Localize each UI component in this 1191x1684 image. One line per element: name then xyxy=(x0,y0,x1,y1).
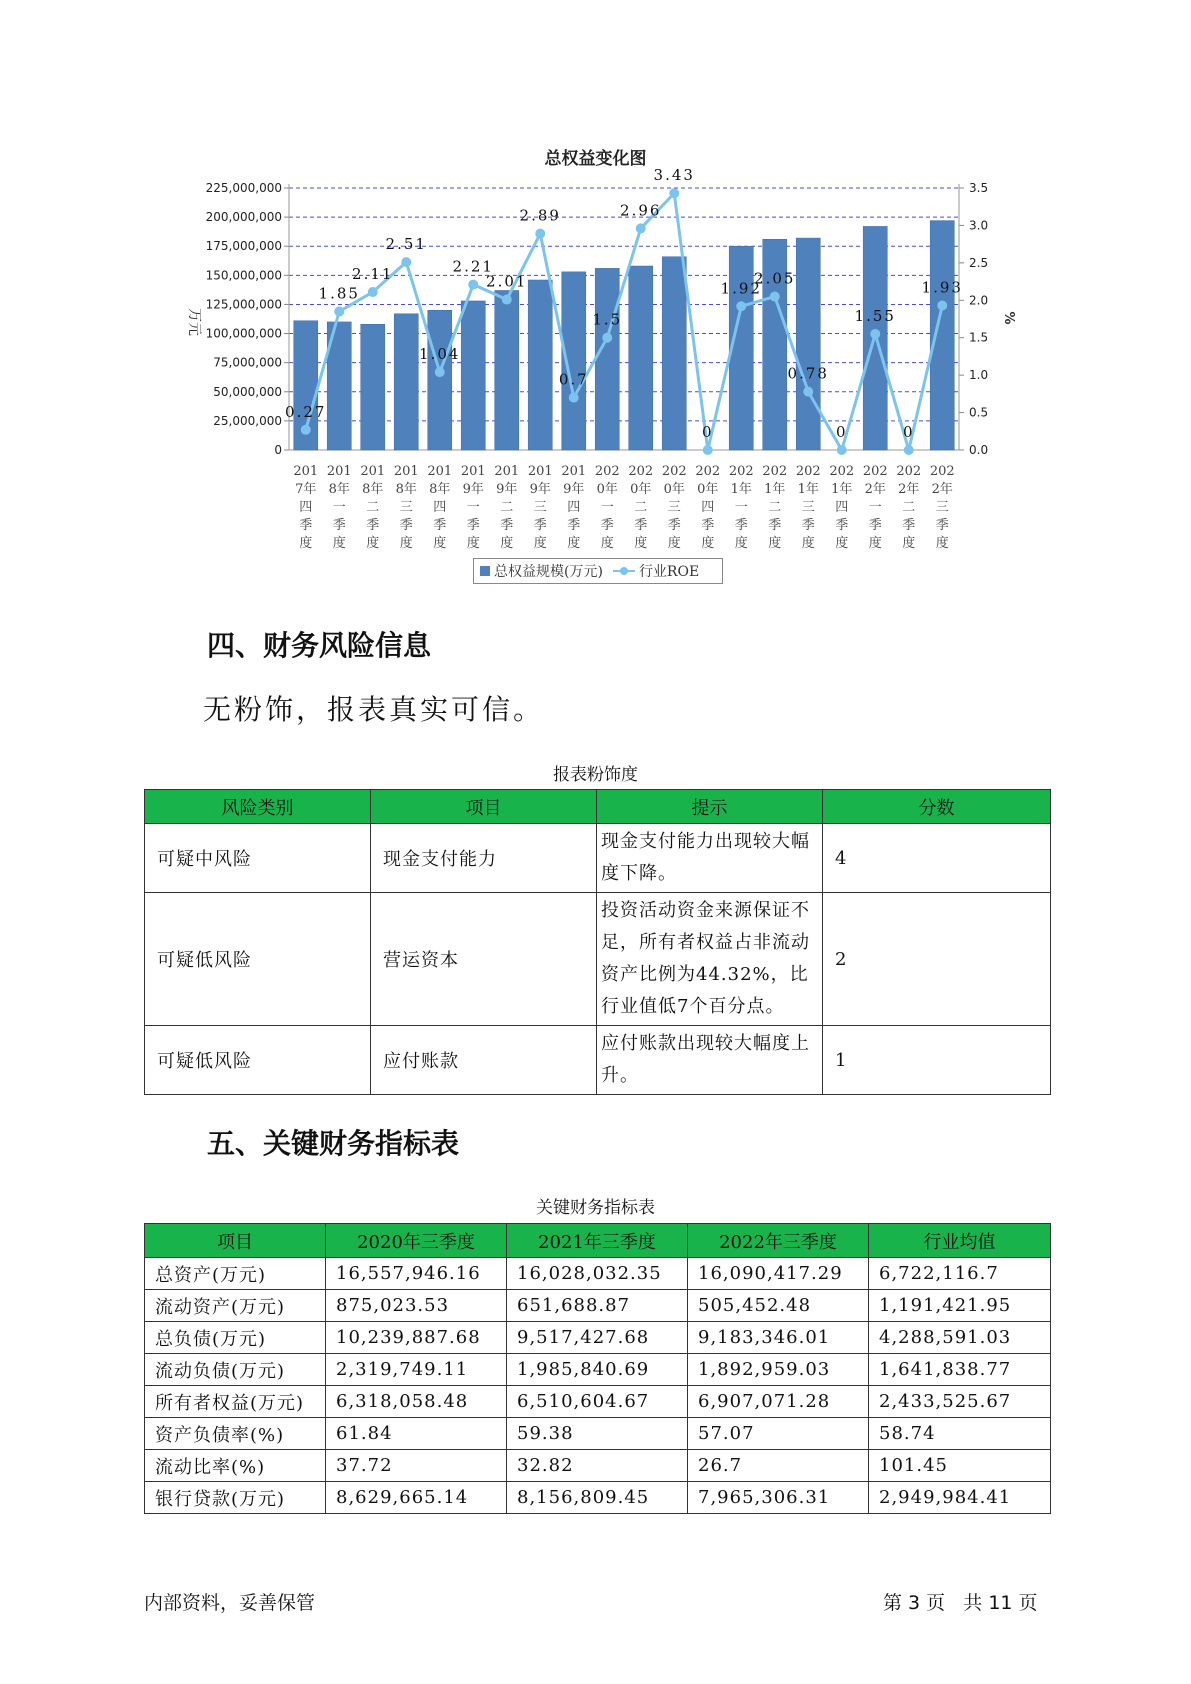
x-tick-label: 1年 xyxy=(797,482,819,497)
risk-category-cell: 可疑低风险 xyxy=(145,1026,371,1095)
x-tick-label: 202 xyxy=(661,464,687,479)
header-cell: 提示 xyxy=(597,790,823,824)
roe-point xyxy=(569,393,579,403)
roe-point xyxy=(535,229,545,239)
roe-point xyxy=(803,387,813,397)
risk-score-cell: 4 xyxy=(823,824,1051,893)
x-tick-label: 度 xyxy=(801,536,815,551)
x-tick-label: 201 xyxy=(326,464,352,479)
x-tick-label: 度 xyxy=(634,536,648,551)
header-cell: 2020年三季度 xyxy=(326,1224,507,1258)
risk-item-cell: 现金支付能力 xyxy=(371,824,597,893)
table-row xyxy=(145,1354,1051,1386)
roe-point xyxy=(301,425,311,435)
data-label: 2.51 xyxy=(385,235,427,254)
metric-value-cell: 101.45 xyxy=(869,1450,1051,1482)
x-tick-label: 一 xyxy=(332,500,346,515)
chart-legend xyxy=(473,558,723,584)
data-label: 2.21 xyxy=(452,257,494,276)
table-row xyxy=(145,1482,1051,1514)
metric-value-cell: 16,090,417.29 xyxy=(688,1258,869,1290)
risk-tip-cell: 应付账款出现较大幅度上升。 xyxy=(597,1026,823,1095)
metric-value-cell: 8,156,809.45 xyxy=(507,1482,688,1514)
y2-tick-label: 3.0 xyxy=(969,218,989,233)
metric-value-cell: 875,023.53 xyxy=(326,1290,507,1322)
risk-table-header xyxy=(145,790,1051,824)
x-tick-label: 度 xyxy=(299,536,313,551)
x-tick-label: 0年 xyxy=(663,482,685,497)
metric-value-cell: 6,318,058.48 xyxy=(326,1386,507,1418)
x-tick-label: 季 xyxy=(399,518,413,533)
bar xyxy=(461,301,485,450)
x-tick-label: 季 xyxy=(332,518,346,533)
y-tick-label: 200,000,000 xyxy=(205,210,282,225)
risk-item-cell: 应付账款 xyxy=(371,1026,597,1095)
x-tick-label: 度 xyxy=(768,536,782,551)
metric-value-cell: 16,557,946.16 xyxy=(326,1258,507,1290)
x-tick-label: 三 xyxy=(801,500,815,515)
data-label: 0 xyxy=(835,423,848,441)
x-tick-label: 202 xyxy=(628,464,654,479)
bar-legend-label: 总权益规模(万元) xyxy=(494,564,603,580)
x-tick-label: 202 xyxy=(594,464,620,479)
x-tick-label: 三 xyxy=(667,500,681,515)
section5-heading: 五、关键财务指标表 xyxy=(207,1127,460,1160)
roe-point xyxy=(435,367,445,377)
x-tick-label: 二 xyxy=(500,500,514,515)
bar xyxy=(428,310,452,450)
data-label: 1.92 xyxy=(720,279,762,298)
header-cell: 风险类别 xyxy=(145,790,371,824)
metric-value-cell: 1,191,421.95 xyxy=(869,1290,1051,1322)
bar-legend-swatch xyxy=(480,566,490,576)
x-tick-label: 度 xyxy=(466,536,480,551)
table-row xyxy=(145,824,1051,893)
x-tick-label: 季 xyxy=(835,518,849,533)
data-label: 2.89 xyxy=(519,206,561,225)
x-tick-label: 一 xyxy=(734,500,748,515)
x-tick-label: 201 xyxy=(293,464,319,479)
data-label: 2.01 xyxy=(486,272,528,291)
x-tick-label: 0年 xyxy=(697,482,719,497)
header-cell: 分数 xyxy=(823,790,1051,824)
x-tick-label: 9年 xyxy=(529,482,551,497)
roe-point xyxy=(669,188,679,198)
risk-category-cell: 可疑低风险 xyxy=(145,893,371,1026)
metric-value-cell: 8,629,665.14 xyxy=(326,1482,507,1514)
y2-tick-label: 2.0 xyxy=(969,293,989,308)
header-cell: 2021年三季度 xyxy=(507,1224,688,1258)
metric-value-cell: 6,510,604.67 xyxy=(507,1386,688,1418)
data-label: 0 xyxy=(902,423,915,441)
y-tick-label: 75,000,000 xyxy=(213,355,282,370)
line-legend-swatch xyxy=(613,566,635,576)
metric-value-cell: 2,319,749.11 xyxy=(326,1354,507,1386)
x-tick-label: 季 xyxy=(801,518,815,533)
table-row xyxy=(145,1258,1051,1290)
roe-point xyxy=(870,329,880,339)
x-tick-label: 度 xyxy=(667,536,681,551)
metric-name-cell: 流动负债(万元) xyxy=(145,1354,326,1386)
y-tick-label: 50,000,000 xyxy=(213,384,282,399)
metric-value-cell: 7,965,306.31 xyxy=(688,1482,869,1514)
x-tick-label: 9年 xyxy=(462,482,484,497)
metric-value-cell: 2,433,525.67 xyxy=(869,1386,1051,1418)
risk-category-cell: 可疑中风险 xyxy=(145,824,371,893)
x-tick-label: 季 xyxy=(567,518,581,533)
table-row xyxy=(145,1322,1051,1354)
x-tick-label: 一 xyxy=(466,500,480,515)
data-label: 1.85 xyxy=(318,284,360,303)
bar xyxy=(361,324,385,450)
data-label: 0.7 xyxy=(558,370,589,389)
y-axis-label: 万元 xyxy=(186,308,202,336)
x-tick-label: 度 xyxy=(533,536,547,551)
x-tick-label: 度 xyxy=(935,536,949,551)
x-tick-label: 2年 xyxy=(898,482,920,497)
y-tick-label: 25,000,000 xyxy=(213,413,282,428)
x-tick-label: 季 xyxy=(768,518,782,533)
x-tick-label: 9年 xyxy=(496,482,518,497)
x-tick-label: 0年 xyxy=(596,482,618,497)
y2-tick-label: 2.5 xyxy=(969,255,989,270)
x-tick-label: 季 xyxy=(902,518,916,533)
x-tick-label: 三 xyxy=(533,500,547,515)
x-tick-label: 7年 xyxy=(295,482,317,497)
roe-point xyxy=(770,292,780,302)
key-metrics-table xyxy=(144,1223,1051,1514)
data-label: 3.43 xyxy=(653,166,695,185)
data-label: 1.5 xyxy=(592,310,623,329)
metric-value-cell: 505,452.48 xyxy=(688,1290,869,1322)
metric-value-cell: 61.84 xyxy=(326,1418,507,1450)
data-label: 2.11 xyxy=(352,265,394,284)
data-label: 2.96 xyxy=(620,201,662,220)
x-tick-label: 8年 xyxy=(328,482,350,497)
x-tick-label: 度 xyxy=(600,536,614,551)
bar xyxy=(662,257,686,450)
table-row xyxy=(145,893,1051,1026)
x-tick-label: 季 xyxy=(868,518,882,533)
risk-score-cell: 2 xyxy=(823,893,1051,1026)
section4-heading: 四、财务风险信息 xyxy=(207,629,432,662)
metric-name-cell: 资产负债率(%) xyxy=(145,1418,326,1450)
x-tick-label: 四 xyxy=(567,500,581,515)
x-tick-label: 四 xyxy=(701,500,715,515)
x-tick-label: 季 xyxy=(734,518,748,533)
metric-value-cell: 6,722,116.7 xyxy=(869,1258,1051,1290)
metric-value-cell: 26.7 xyxy=(688,1450,869,1482)
header-cell: 项目 xyxy=(371,790,597,824)
x-tick-label: 二 xyxy=(634,500,648,515)
metric-value-cell: 1,641,838.77 xyxy=(869,1354,1051,1386)
metric-name-cell: 总负债(万元) xyxy=(145,1322,326,1354)
x-tick-label: 季 xyxy=(935,518,949,533)
roe-point xyxy=(636,223,646,233)
x-tick-label: 202 xyxy=(762,464,788,479)
bar xyxy=(495,290,519,450)
table-row xyxy=(145,1450,1051,1482)
roe-point xyxy=(502,295,512,305)
x-tick-label: 201 xyxy=(427,464,453,479)
risk-item-cell: 营运资本 xyxy=(371,893,597,1026)
metric-value-cell: 57.07 xyxy=(688,1418,869,1450)
x-tick-label: 201 xyxy=(393,464,419,479)
section4-body: 无粉饰，报表真实可信。 xyxy=(203,693,545,726)
data-label: 0.27 xyxy=(285,402,327,421)
metric-name-cell: 流动比率(%) xyxy=(145,1450,326,1482)
x-tick-label: 度 xyxy=(399,536,413,551)
roe-point xyxy=(468,280,478,290)
x-tick-label: 季 xyxy=(433,518,447,533)
metric-name-cell: 所有者权益(万元) xyxy=(145,1386,326,1418)
x-tick-label: 度 xyxy=(433,536,447,551)
x-tick-label: 二 xyxy=(902,500,916,515)
y2-tick-label: 1.5 xyxy=(969,330,989,345)
metric-value-cell: 10,239,887.68 xyxy=(326,1322,507,1354)
x-tick-label: 度 xyxy=(567,536,581,551)
y-tick-label: 225,000,000 xyxy=(205,181,282,195)
table-row xyxy=(145,1418,1051,1450)
risk-tip-cell: 投资活动资金来源保证不足，所有者权益占非流动资产比例为44.32%，比行业值低7个百分点。 xyxy=(597,893,823,1026)
metric-value-cell: 16,028,032.35 xyxy=(507,1258,688,1290)
risk-tip-cell: 现金支付能力出现较大幅度下降。 xyxy=(597,824,823,893)
x-tick-label: 202 xyxy=(728,464,754,479)
x-tick-label: 9年 xyxy=(563,482,585,497)
metric-value-cell: 37.72 xyxy=(326,1450,507,1482)
metric-value-cell: 58.74 xyxy=(869,1418,1051,1450)
bar xyxy=(796,238,820,450)
roe-point xyxy=(736,301,746,311)
x-tick-label: 202 xyxy=(695,464,721,479)
y2-tick-label: 0.0 xyxy=(969,443,989,457)
x-tick-label: 201 xyxy=(460,464,486,479)
x-tick-label: 度 xyxy=(902,536,916,551)
x-tick-label: 2年 xyxy=(864,482,886,497)
x-tick-label: 201 xyxy=(494,464,520,479)
x-tick-label: 季 xyxy=(701,518,715,533)
x-tick-label: 202 xyxy=(929,464,955,479)
x-tick-label: 四 xyxy=(433,500,447,515)
x-tick-label: 季 xyxy=(366,518,380,533)
x-tick-label: 度 xyxy=(734,536,748,551)
x-tick-label: 202 xyxy=(829,464,855,479)
y2-tick-label: 0.5 xyxy=(969,405,989,420)
bar xyxy=(629,266,653,450)
x-tick-label: 度 xyxy=(500,536,514,551)
line-legend-label: 行业ROE xyxy=(638,564,700,580)
table-row xyxy=(145,1026,1051,1095)
x-tick-label: 度 xyxy=(366,536,380,551)
x-tick-label: 1年 xyxy=(730,482,752,497)
x-tick-label: 201 xyxy=(561,464,587,479)
risk-table-caption: 报表粉饰度 xyxy=(553,765,638,785)
data-label: 1.93 xyxy=(921,278,963,297)
x-tick-label: 季 xyxy=(299,518,313,533)
x-tick-label: 度 xyxy=(332,536,346,551)
metric-name-cell: 银行贷款(万元) xyxy=(145,1482,326,1514)
bar xyxy=(394,314,418,450)
risk-table xyxy=(144,789,1051,1095)
footer-note: 内部资料，妥善保管 xyxy=(144,1592,316,1614)
risk-score-cell: 1 xyxy=(823,1026,1051,1095)
x-tick-label: 201 xyxy=(527,464,553,479)
x-tick-label: 三 xyxy=(399,500,413,515)
x-tick-label: 0年 xyxy=(630,482,652,497)
y-tick-label: 125,000,000 xyxy=(205,297,282,312)
data-label: 2.05 xyxy=(754,269,796,288)
roe-point xyxy=(703,445,713,455)
y2-axis-label: % xyxy=(1001,311,1016,325)
roe-point xyxy=(602,333,612,343)
metric-value-cell: 2,949,984.41 xyxy=(869,1482,1051,1514)
y-tick-label: 175,000,000 xyxy=(205,239,282,254)
metric-value-cell: 32.82 xyxy=(507,1450,688,1482)
metric-value-cell: 9,183,346.01 xyxy=(688,1322,869,1354)
x-tick-label: 季 xyxy=(533,518,547,533)
x-tick-label: 二 xyxy=(768,500,782,515)
metric-value-cell: 6,907,071.28 xyxy=(688,1386,869,1418)
x-tick-label: 一 xyxy=(600,500,614,515)
x-tick-label: 二 xyxy=(366,500,380,515)
x-tick-label: 202 xyxy=(795,464,821,479)
page-number: 第 3 页 共 11 页 xyxy=(883,1592,1038,1614)
x-tick-label: 1年 xyxy=(764,482,786,497)
metric-name-cell: 流动资产(万元) xyxy=(145,1290,326,1322)
x-tick-label: 季 xyxy=(600,518,614,533)
roe-point xyxy=(368,287,378,297)
x-tick-label: 四 xyxy=(835,500,849,515)
bar xyxy=(595,268,619,450)
y-tick-label: 0 xyxy=(274,443,282,457)
key-table-caption: 关键财务指标表 xyxy=(536,1198,655,1218)
x-tick-label: 季 xyxy=(634,518,648,533)
x-tick-label: 季 xyxy=(667,518,681,533)
x-tick-label: 季 xyxy=(466,518,480,533)
x-tick-label: 202 xyxy=(896,464,922,479)
x-tick-label: 度 xyxy=(868,536,882,551)
x-tick-label: 度 xyxy=(835,536,849,551)
y2-tick-label: 3.5 xyxy=(969,181,989,195)
y-tick-label: 100,000,000 xyxy=(205,326,282,341)
roe-point xyxy=(904,445,914,455)
header-cell: 行业均值 xyxy=(869,1224,1051,1258)
x-tick-label: 度 xyxy=(701,536,715,551)
header-cell: 项目 xyxy=(145,1224,326,1258)
x-tick-label: 2年 xyxy=(931,482,953,497)
key-table-header xyxy=(145,1224,1051,1258)
table-row xyxy=(145,1290,1051,1322)
x-tick-label: 8年 xyxy=(395,482,417,497)
metric-value-cell: 1,985,840.69 xyxy=(507,1354,688,1386)
metric-value-cell: 4,288,591.03 xyxy=(869,1322,1051,1354)
data-label: 0.78 xyxy=(787,364,829,383)
x-tick-label: 三 xyxy=(935,500,949,515)
x-tick-label: 一 xyxy=(868,500,882,515)
y-tick-label: 150,000,000 xyxy=(205,268,282,283)
data-label: 0 xyxy=(701,423,714,441)
metric-value-cell: 9,517,427.68 xyxy=(507,1322,688,1354)
y2-tick-label: 1.0 xyxy=(969,368,989,383)
x-tick-label: 202 xyxy=(862,464,888,479)
roe-point xyxy=(837,445,847,455)
metric-value-cell: 651,688.87 xyxy=(507,1290,688,1322)
table-row xyxy=(145,1386,1051,1418)
x-tick-label: 8年 xyxy=(429,482,451,497)
bar xyxy=(528,280,552,450)
x-tick-label: 季 xyxy=(500,518,514,533)
roe-point xyxy=(937,301,947,311)
metric-value-cell: 1,892,959.03 xyxy=(688,1354,869,1386)
equity-chart xyxy=(0,0,1191,560)
x-tick-label: 四 xyxy=(299,500,313,515)
roe-point xyxy=(401,257,411,267)
header-cell: 2022年三季度 xyxy=(688,1224,869,1258)
x-tick-label: 1年 xyxy=(831,482,853,497)
data-label: 1.55 xyxy=(854,306,896,325)
chart-title: 总权益变化图 xyxy=(544,149,647,169)
metric-value-cell: 59.38 xyxy=(507,1418,688,1450)
metric-name-cell: 总资产(万元) xyxy=(145,1258,326,1290)
data-label: 1.04 xyxy=(419,345,461,364)
roe-point xyxy=(334,307,344,317)
x-tick-label: 8年 xyxy=(362,482,384,497)
x-tick-label: 201 xyxy=(360,464,386,479)
